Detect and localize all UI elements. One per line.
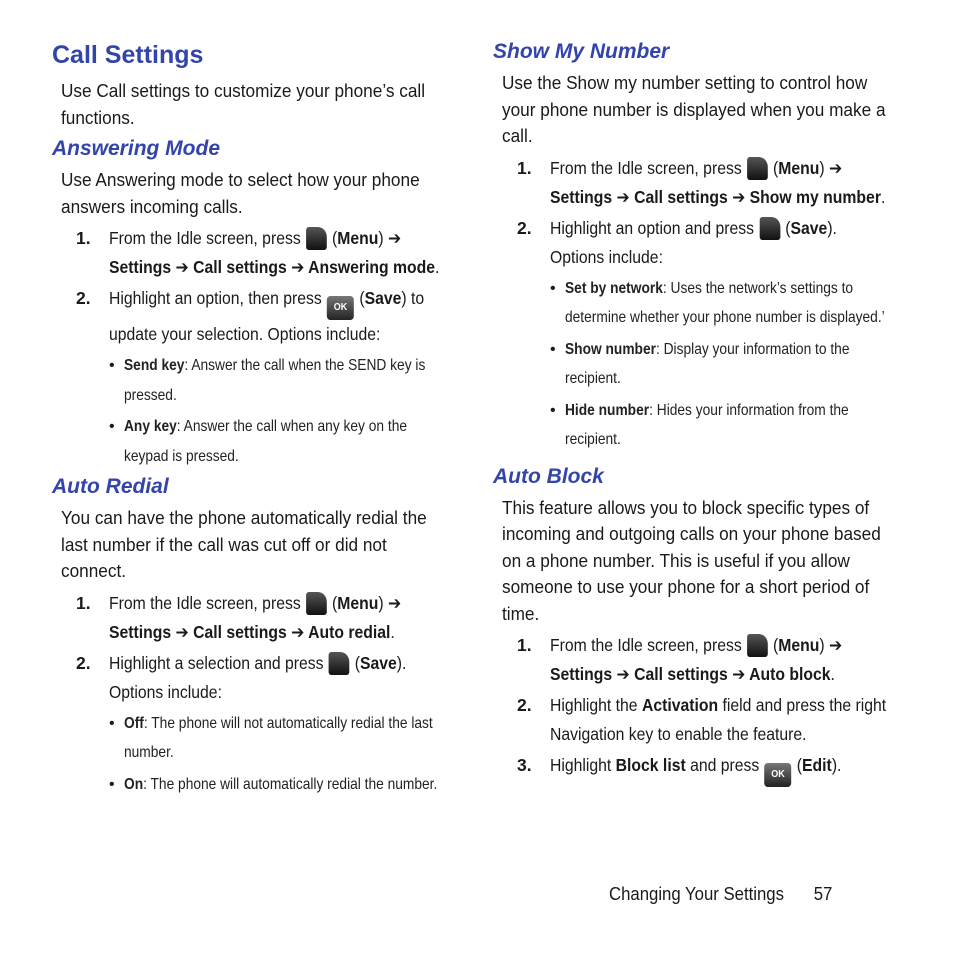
edit-term: Edit: [802, 755, 832, 775]
option-text: : Answer the call when any key on the keypad is pressed.: [124, 418, 408, 465]
option-text: : Uses the network’s settings to determine whether your phone number is displayed.’: [565, 279, 885, 326]
option-term: Hide number: [565, 401, 650, 419]
step-text: and press: [685, 755, 764, 775]
show-my-number-heading: Show My Number: [493, 40, 670, 63]
step-text: (: [768, 635, 779, 655]
option-bullet: [493, 274, 893, 333]
option-bullet: [52, 412, 452, 471]
bullet-icon: •: [109, 357, 115, 374]
step-text: (: [327, 592, 338, 613]
left-soft-key-icon: [759, 217, 780, 240]
menu-path: Settings ➔ Call settings ➔ Auto redial: [109, 621, 391, 642]
step-text: From the Idle screen, press: [109, 592, 306, 613]
auto-block-heading: Auto Block: [493, 464, 604, 488]
show-step-1: [493, 154, 893, 212]
menu-path: Settings ➔ Call settings ➔ Auto block: [550, 664, 831, 684]
answering-mode-heading: Answering Mode: [52, 137, 221, 160]
auto-redial-intro: You can have the phone automatically redial the last number if the call was cut off or did not connect.: [61, 507, 427, 581]
option-bullet: [493, 396, 893, 455]
step-number: 1.: [517, 157, 532, 178]
ok-key-icon: OK: [327, 296, 354, 320]
footer-section-title: Changing Your Settings: [609, 884, 784, 904]
option-text: : The phone will not automatically redial the last number.: [124, 714, 433, 761]
auto-block-intro: This feature allows you to block specific types of incoming and outgoing calls on your phone based on a phone number. This is useful if you allow someone to use your phone for a short period of time.: [502, 496, 881, 624]
step-text: ) ➔: [378, 592, 402, 613]
bullet-icon: •: [109, 714, 115, 732]
option-text: : The phone will automatically redial the number.: [143, 775, 438, 793]
step-text: ) ➔: [819, 635, 843, 655]
redial-step-2: [52, 649, 452, 707]
left-column: [52, 38, 452, 801]
call-settings-intro: Use Call settings to customize your phone’s call functions.: [61, 80, 426, 128]
menu-term: Menu: [337, 228, 379, 248]
block-step-3: [493, 751, 893, 787]
bullet-icon: •: [109, 418, 115, 435]
page-footer: [609, 884, 832, 905]
option-bullet: [52, 709, 452, 768]
step-text: ) to update your selection. Options include:: [109, 288, 425, 344]
menu-term: Menu: [337, 592, 379, 613]
bullet-icon: •: [550, 401, 556, 419]
step-text: Highlight an option and press: [550, 217, 759, 238]
step-text: .: [390, 621, 395, 642]
redial-step-1: [52, 589, 452, 647]
step-number: 2.: [517, 695, 532, 715]
step-text: ). Options include:: [109, 652, 407, 702]
step-text: (: [354, 288, 365, 308]
left-soft-key-icon: [329, 652, 350, 675]
option-text: : Display your information to the recipient.: [565, 340, 850, 387]
field-term: Activation: [641, 695, 719, 715]
left-soft-key-icon: [306, 227, 327, 250]
step-text: (: [350, 652, 361, 673]
save-term: Save: [790, 217, 828, 238]
step-text: (: [780, 217, 791, 238]
step-text: (: [327, 228, 338, 248]
step-text: Highlight the: [550, 695, 642, 715]
step-text: Highlight: [550, 755, 616, 775]
answering-mode-intro: Use Answering mode to select how your phone answers incoming calls.: [61, 169, 420, 217]
step-text: field and press the right Navigation key to enable the feature.: [550, 695, 887, 744]
step-text: Highlight a selection and press: [109, 652, 328, 673]
option-text: : Answer the call when the SEND key is pressed.: [124, 357, 426, 404]
step-number: 2.: [76, 288, 91, 308]
step-text: .: [880, 186, 886, 207]
step-number: 2.: [76, 652, 91, 673]
option-term: Off: [124, 714, 144, 732]
save-term: Save: [360, 652, 397, 673]
auto-redial-heading: Auto Redial: [52, 475, 169, 498]
step-text: ) ➔: [378, 228, 402, 248]
step-text: From the Idle screen, press: [550, 635, 747, 655]
step-text: ).: [831, 755, 842, 775]
bullet-icon: •: [550, 340, 556, 358]
show-my-number-intro: Use the Show my number setting to control how your phone number is displayed when you make a call.: [502, 72, 886, 146]
option-term: Set by network: [565, 279, 663, 297]
step-text: ). Options include:: [550, 217, 837, 267]
option-bullet: [52, 351, 452, 410]
left-soft-key-icon: [747, 157, 768, 180]
block-list-term: Block list: [615, 755, 686, 775]
menu-path: Settings ➔ Call settings ➔ Show my number: [550, 186, 881, 207]
left-soft-key-icon: [306, 592, 327, 615]
step-number: 1.: [76, 228, 91, 248]
bullet-icon: •: [550, 279, 556, 297]
right-column: [493, 38, 893, 789]
page-title: Call Settings: [52, 41, 204, 69]
step-number: 1.: [76, 592, 91, 613]
ok-key-icon: OK: [765, 763, 792, 787]
block-step-1: [493, 631, 893, 689]
option-bullet: [52, 770, 452, 800]
option-term: Any key: [124, 418, 177, 435]
option-term: Show number: [565, 340, 656, 358]
step-text: Highlight an option, then press: [109, 288, 327, 308]
option-term: Send key: [124, 357, 185, 374]
step-text: (: [792, 755, 803, 775]
block-step-2: [493, 691, 893, 749]
step-number: 2.: [517, 217, 532, 238]
left-soft-key-icon: [747, 634, 768, 657]
menu-term: Menu: [778, 635, 820, 655]
step-text: (: [768, 157, 779, 178]
option-term: On: [124, 775, 144, 793]
option-text: : Hides your information from the recipient.: [565, 401, 849, 448]
step-text: From the Idle screen, press: [109, 228, 306, 248]
show-step-2: [493, 214, 893, 272]
option-bullet: [493, 335, 893, 394]
step-text: .: [434, 257, 440, 277]
page-number: 57: [813, 884, 833, 904]
step-text: ) ➔: [819, 157, 843, 178]
bullet-icon: •: [109, 775, 115, 793]
step-number: 1.: [517, 635, 532, 655]
menu-term: Menu: [778, 157, 820, 178]
step-text: .: [830, 664, 835, 684]
menu-path: Settings ➔ Call settings ➔ Answering mode: [109, 257, 435, 277]
answering-step-2: [52, 284, 452, 349]
step-text: From the Idle screen, press: [550, 157, 747, 178]
step-number: 3.: [517, 755, 532, 775]
answering-step-1: [52, 224, 452, 282]
save-term: Save: [364, 288, 402, 308]
